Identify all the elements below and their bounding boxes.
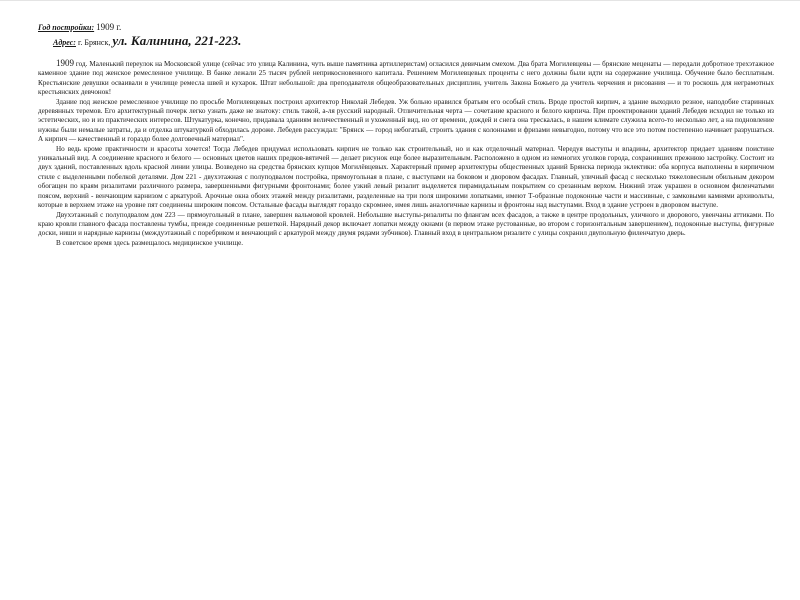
document-body: [38, 59, 774, 248]
address-city: г. Брянск,: [77, 38, 111, 47]
paragraph: Здание под женское ремесленное училище по просьбе Могилевцевых построил архитектор Николай Лебедев. Уж больно нравился братьям его особый стиль. Вроде простой кирпич, а здание выходило резное, наподобие старинных деревянных теремов. Его архитектурный почерк легко узнать даже не знатоку: стиль такой, а-ля русский народный. Отличительная черта — сочетание красного и белого кирпича. При проектировании зданий Лебедев исходил не только из эстетических, но и из практических интересов. Штукатурка, конечно, придавала зданиям величественный и ухоженный вид, но от времени, дождей и снега она трескалась, в нашем климате служила всего-то несколько лет, а на подновление нужны были немалые затраты, да и отделка штукатуркой обходилась дороже. Лебедев рассуждал: "Брянск — город небогатый, строить здания с колоннами и фризами невыгодно, потому что все это потом постепенно начинает разрушаться. А кирпич — качественный и гораздо более долговечный материал".: [38, 97, 774, 144]
construction-year-value: 1909 г.: [96, 22, 122, 32]
document-content: [38, 22, 774, 248]
paragraph: Двухэтажный с полуподвалом дом 223 — прямоугольный в плане, завершен вальмовой кровлей. Небольшие выступы-ризалиты по флангам всех фасадов, а также в центре продольных, уличного и дворового, увенчаны аттиками. По краю кровли главного фасада поставлены тумбы, прежде соединенные решеткой. Нарядный декор включает лопатки между окнами (в первом этаже рустованные, во втором с горизонтальным завершением), подоконные выступы, фигурные доски, ниши и нарядные карнизы (междуэтажный с поребриком и венчающий с аркатурой между двумя рядами зубчиков). Главный вход в центральном ризалите с улицы сохранил двупольную филенчатую дверь.: [38, 210, 774, 238]
address-label: Адрес:: [53, 38, 76, 47]
paragraph-text: год. Маленький переулок на Московской улице (сейчас это улица Калинина, чуть выше памятника артиллеристам) огласился девичьим смехом. Два брата Могилевцевы — брянские меценаты — передали добротное трехэтажное каменное здание под женское ремесленное училище. В банке лежали 25 тысяч рублей неприкосновенного капитала. Решением Могилевцевых проценты с него должны были идти на содержание училища. Обучение было бесплатным. Крестьянские девушки осваивали в училище ремесла швей и кухарок. Штат небольшой: два преподавателя общеобразовательных дисциплин, учитель Закона Божьего да учитель черчения и рисования — и то роскошь для неграмотных крестьянских девчонок!: [38, 60, 774, 97]
construction-year-line: [38, 22, 774, 33]
construction-year-label: Год постройки:: [38, 23, 95, 32]
paragraph: Но ведь кроме практичности и красоты хочется! Тогда Лебедев придумал использовать кирпич не только как строительный, но и как отделочный материал. Чередуя выступы и впадины, архитектор придает зданиям поистине уникальный вид. А соединение красного и белого — основных цветов наших предков-вятичей — делает рисунок еще более выразительным. Расположено в одном из немногих уголков города, сохранивших прежнюю застройку. Состоит из двух зданий, поставленных вдоль красной линии улицы. Возведено на средства брянских купцов Могилёвцевых. Характерный пример архитектуры общественных зданий Брянска периода эклектики: оба корпуса выполнены в кирпичном стиле с выделенными побелкой деталями. Дом 221 - двухэтажная с полуподвалом постройка, прямоугольная в плане, с выступами на боковом и дворовом фасадах. Главный, уличный фасад с несколько тяжеловесным обильным декором обогащен по краям ризалитами различного размера, завершенными фигурными фронтонами; более узкий левый ризалит выделяется пирамидальным покрытием со срезанным верхом. Нижний этаж украшен в основном филенчатыми поясом, верхний - венчающим карнизом с аркатурой. Арочные окна обоих этажей между ризалитами, разделенные на три поля широкими лопатками, имеют Т-образные подоконные части и массивные, с замковыми камнями архивольты, которые в верхнем этаже на уровне пят соединены широким поясом. Остальные фасады выглядят гораздо скромнее, имея лишь аналогичные карнизы и фронтоны над выступами. Вход в здание устроен в дворовом выступе.: [38, 144, 774, 210]
paragraph-lead-year: 1909: [56, 58, 74, 68]
paragraph: В советское время здесь размещалось медицинское училище.: [56, 238, 244, 247]
address-street: ул. Калинина, 221-223.: [112, 33, 242, 48]
paragraph: [38, 59, 774, 98]
address-line: [53, 34, 774, 48]
